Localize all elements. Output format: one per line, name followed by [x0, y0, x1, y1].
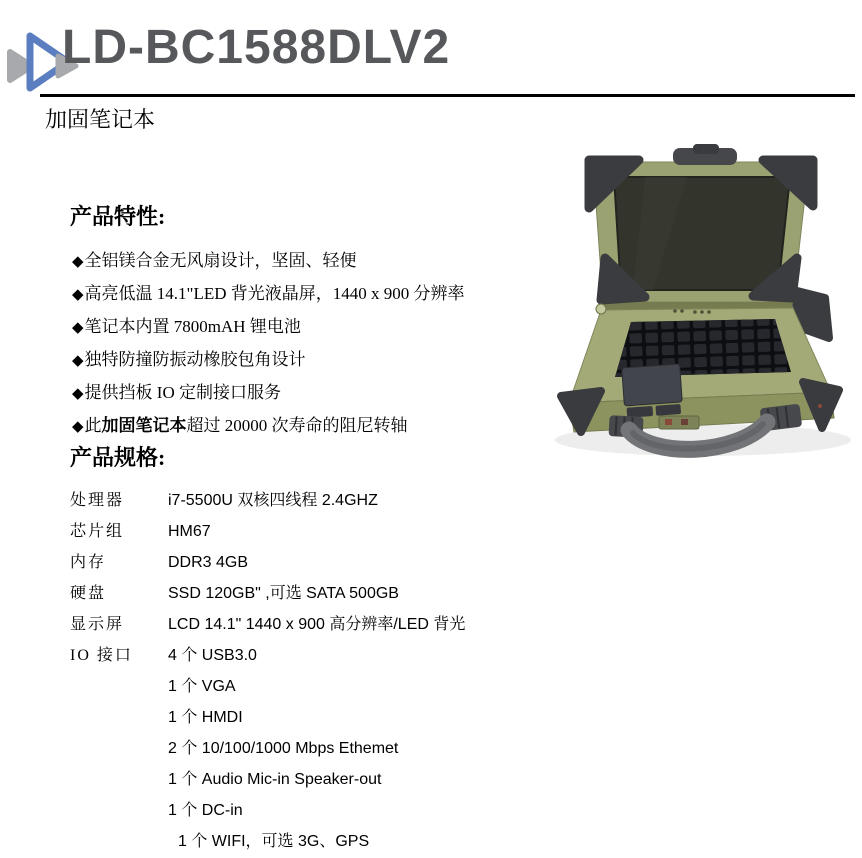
spec-label: IO 接口: [70, 647, 133, 664]
spec-row: [70, 764, 570, 795]
features-heading: 产品特性:: [70, 204, 166, 229]
spec-value: 1 个 HMDI: [168, 709, 243, 726]
spec-value: 1 个 Audio Mic-in Speaker-out: [168, 771, 382, 788]
feature-item: [72, 245, 540, 278]
spec-value: 4 个 USB3.0: [168, 647, 257, 664]
spec-value: i7-5500U 双核四线程 2.4GHZ: [168, 492, 378, 509]
spec-row: [70, 733, 570, 764]
diamond-bullet-icon: ◆: [72, 386, 84, 402]
feature-text: 此: [84, 416, 102, 435]
spec-label: [70, 733, 168, 764]
specs-section: [70, 441, 570, 857]
header-divider: [40, 94, 855, 97]
spec-row: [70, 609, 570, 640]
spec-label: 处理器: [70, 492, 125, 509]
feature-item: [72, 344, 540, 377]
spec-row: [70, 671, 570, 702]
rugged-laptop-illustration: [540, 140, 862, 465]
diamond-bullet-icon: ◆: [72, 287, 84, 303]
spec-value: 1 个 DC-in: [168, 802, 243, 819]
spec-row: [70, 795, 570, 826]
spec-label: [70, 764, 168, 795]
specs-heading: 产品规格:: [70, 445, 166, 470]
spec-label: [70, 702, 168, 733]
page-title: LD-BC1588DLV2: [62, 21, 451, 74]
spec-label: [70, 795, 168, 826]
feature-item: [72, 311, 540, 344]
page-subtitle: 加固笔记本: [45, 107, 156, 132]
spec-row: [70, 547, 570, 578]
spec-value: 1 个 WIFI，可选 3G、GPS: [178, 833, 370, 850]
spec-table: [70, 485, 570, 857]
spec-value: SSD 120GB" ,可选 SATA 500GB: [168, 585, 399, 602]
spec-label: 硬盘: [70, 585, 107, 602]
diamond-bullet-icon: ◆: [72, 419, 84, 435]
feature-item: [72, 278, 540, 311]
product-photo: [540, 140, 862, 465]
feature-text: 独特防撞防振动橡胶包角设计: [84, 350, 306, 369]
spec-row: [70, 826, 570, 857]
spec-row: [70, 640, 570, 671]
spec-label: [70, 826, 168, 857]
spec-row: [70, 485, 570, 516]
spec-value: 1 个 VGA: [168, 678, 236, 695]
spec-row: [70, 516, 570, 547]
diamond-bullet-icon: ◆: [72, 320, 84, 336]
spec-label: 显示屏: [70, 616, 125, 633]
feature-item: ◆此加固笔记本超过 20000 次寿命的阻尼转轴: [72, 416, 408, 435]
spec-value: HM67: [168, 523, 211, 540]
features-section: [70, 200, 540, 443]
spec-value: 2 个 10/100/1000 Mbps Ethemet: [168, 740, 399, 757]
feature-text: 高亮低温 14.1"LED 背光液晶屏，1440 x 900 分辨率: [84, 284, 465, 303]
spec-label: [70, 671, 168, 702]
diamond-bullet-icon: ◆: [72, 353, 84, 369]
feature-text: 提供挡板 IO 定制接口服务: [84, 383, 281, 402]
spec-label: 内存: [70, 554, 107, 571]
spec-row: [70, 702, 570, 733]
spec-label: 芯片组: [70, 523, 125, 540]
spec-value: LCD 14.1" 1440 x 900 高分辨率/LED 背光: [168, 616, 466, 633]
feature-text: 笔记本内置 7800mAH 锂电池: [84, 317, 301, 336]
diamond-bullet-icon: ◆: [72, 254, 84, 270]
spec-value: DDR3 4GB: [168, 554, 249, 571]
feature-item: [72, 377, 540, 410]
feature-text: 全铝镁合金无风扇设计，坚固、轻便: [84, 251, 357, 270]
spec-row: [70, 578, 570, 609]
features-list: [72, 245, 540, 443]
